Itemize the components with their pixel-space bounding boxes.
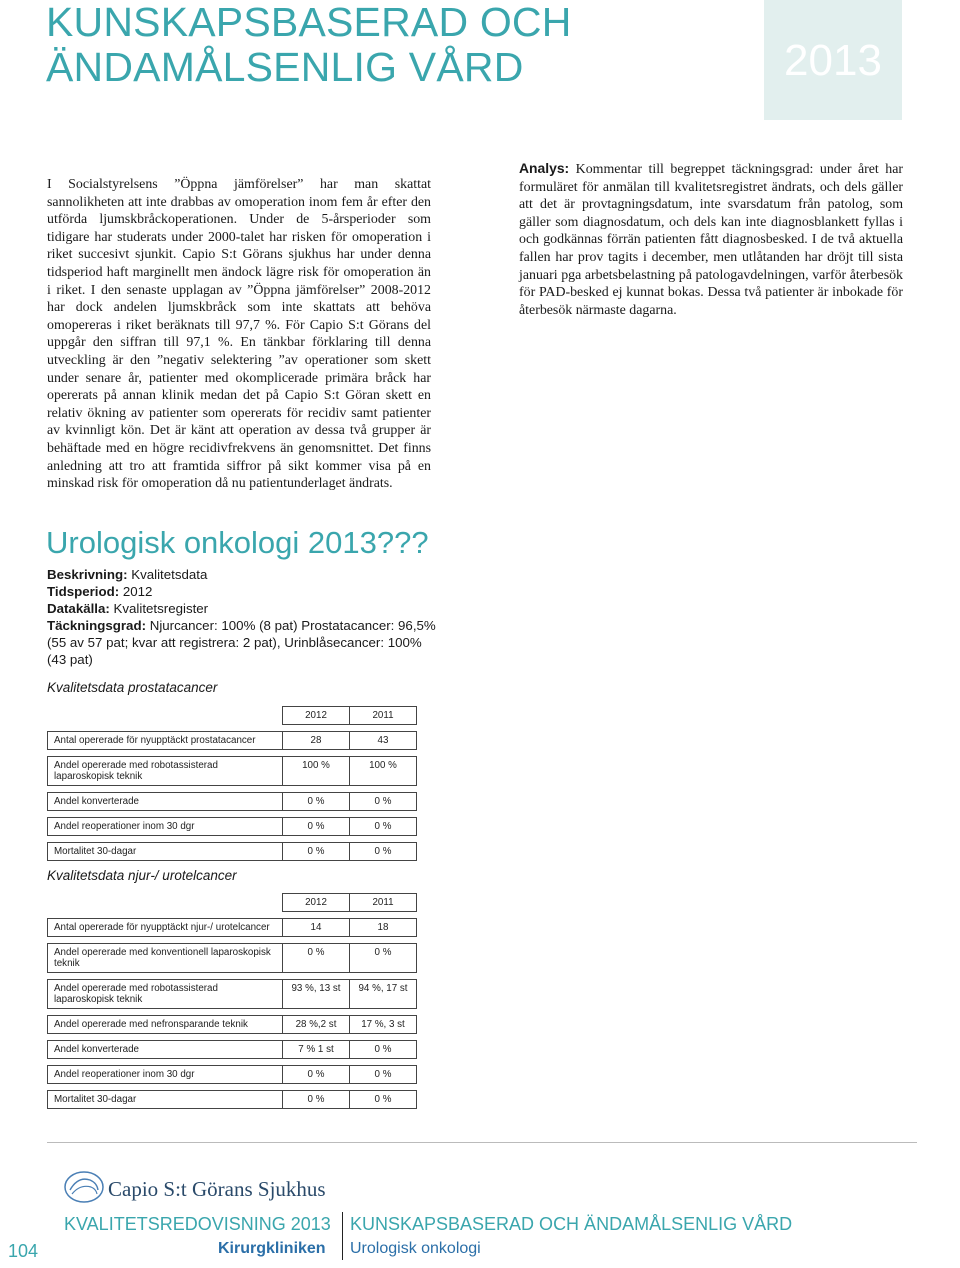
table-row: Andel opererade med robotassisterad laparoskopisk teknik 93 %, 13 st 94 %, 17 st	[48, 980, 417, 1009]
left-body-text	[47, 176, 431, 493]
section-title: Urologisk onkologi 2013???	[46, 525, 429, 560]
meta-coverage	[47, 617, 437, 668]
table-caption-kidney: Kvalitetsdata njur-/ urotelcancer	[47, 868, 237, 883]
meta-period	[47, 583, 437, 600]
footer-vertical-divider	[342, 1212, 343, 1260]
analysis-block	[519, 160, 903, 319]
table-header-row	[48, 707, 417, 725]
meta-value: 2012	[119, 584, 153, 599]
body-paragraph: I Socialstyrelsens ”Öppna jämförelser” har man skattat sannolikheten att inte drabbas av omoperation inom fem år efter den utförda ljumskbråckoperationen. Under de 5-årsperioder som tidigare har studerats under 2000-talet har risken för omoperation i riket succesivt sjunkit. Capio S:t Görans sjukhus har under denna tidsperiod haft marginellt men ändock lägre risk för omoperation än i riket. I den senaste upplagan av ”Öppna jämförelser” 2008-2012 har dock andelen ljumskbråck som inte skattats att behöva omopereras i riket beräknats till 97,7 %. För Capio S:t Görans del uppgår den siffran till 97,1 %. En tänkbar förklaring till denna utveckling är den ”negativ selektering ”av operationer som skett under senare år, patienter med okomplicerade primära bråck har opererats på annan klinik medan det på Capio S:t Göran skett en relativ ökning av patienter som opererats för recidiv samt patienter av kvinnligt kön. Det är känt att operation av dessa två grupper är behäftade med en högre recidivfrekvens än genomsnittet. Det finns anledning att tro att framtida siffror på sikt kommer visa på en minskad risk för omoperation då nu patientunderlaget ändrats.	[47, 177, 431, 492]
year-badge	[764, 0, 902, 120]
table-header-row	[48, 894, 417, 912]
analysis-text: Kommentar till begreppet täckningsgrad: under året har formuläret för anmälan till kvalitetsregistret ändrats, och dels gäller att det är provtagningsdatum, inte svarsdatum från patolog, som gäller som diagnosdatum, och dels kan inte diagnosblankett fyllas i och godkännas förrän patienten fått diagnosbesked. I de två aktuella fallen har prov tagits i december, men utlåtanden har dröjt till sista januari pga arbetsbelastning på patologavdelningen, varför återbesök för PAD-besked ej kunnat bokas. Dessa två patienter är inbokade för återbesök närmaste dagarna.	[519, 162, 903, 318]
analysis-paragraph	[519, 160, 903, 319]
table-row: Andel opererade med nefronsparande teknik 28 %,2 st 17 %, 3 st	[48, 1016, 417, 1034]
analysis-label: Analys:	[519, 160, 570, 176]
meta-label: Täckningsgrad:	[47, 618, 147, 633]
logo-text: Capio S:t Görans Sjukhus	[108, 1177, 326, 1201]
meta-value: Njurcancer: 100% (8 pat) Prostatacancer: 96,5% (55 av 57 pat; kvar att registrera: 2 pat), Urinblåsecancer: 100% (43 pat)	[47, 618, 436, 667]
table-caption-prostate: Kvalitetsdata prostatacancer	[47, 680, 218, 695]
prostate-quality-table	[47, 706, 417, 861]
footer-divider-line	[47, 1142, 917, 1143]
footer-subsection: Urologisk onkologi	[350, 1240, 481, 1257]
table-row: Andel konverterade 0 % 0 %	[48, 793, 417, 811]
col-header-2012: 2012	[283, 707, 350, 725]
table-row: Andel opererade med konventionell laparoskopisk teknik 0 % 0 %	[48, 944, 417, 973]
page-number: 104	[8, 1241, 39, 1261]
section-meta	[47, 566, 437, 668]
footer-section-title: KUNSKAPSBASERAD OCH ÄNDAMÅLSENLIG VÅRD	[350, 1214, 793, 1234]
table-row: Andel konverterade 7 % 1 st 0 %	[48, 1041, 417, 1059]
col-header-2011: 2011	[350, 894, 417, 912]
table-row: Andel reoperationer inom 30 dgr 0 % 0 %	[48, 1066, 417, 1084]
table-row: Andel reoperationer inom 30 dgr 0 % 0 %	[48, 818, 417, 836]
footer-report-title: KVALITETSREDOVISNING 2013	[64, 1214, 331, 1234]
meta-label: Datakälla:	[47, 601, 110, 616]
table-row: Andel opererade med robotassisterad laparoskopisk teknik 100 % 100 %	[48, 757, 417, 786]
col-header-2011: 2011	[350, 707, 417, 725]
kidney-quality-table	[47, 893, 417, 1109]
meta-label: Beskrivning:	[47, 567, 128, 582]
footer-clinic: Kirurgkliniken	[218, 1240, 326, 1257]
meta-label: Tidsperiod:	[47, 584, 120, 599]
page-title	[46, 0, 726, 90]
table-row: Antal opererade för nyupptäckt njur-/ urotelcancer 14 18	[48, 919, 417, 937]
year-label: 2013	[784, 36, 882, 85]
page-title-line-2: ÄNDAMÅLSENLIG VÅRD	[46, 44, 524, 90]
meta-value: Kvalitetsregister	[109, 601, 209, 616]
table-row: Mortalitet 30-dagar 0 % 0 %	[48, 843, 417, 861]
meta-source	[47, 600, 437, 617]
page-title-line-1: KUNSKAPSBASERAD OCH	[46, 0, 572, 45]
capio-logo-icon	[64, 1170, 104, 1209]
col-header-2012: 2012	[283, 894, 350, 912]
meta-description	[47, 566, 437, 583]
table-row: Mortalitet 30-dagar 0 % 0 %	[48, 1091, 417, 1109]
table-row: Antal opererade för nyupptäckt prostatacancer 28 43	[48, 732, 417, 750]
meta-value: Kvalitetsdata	[127, 567, 208, 582]
